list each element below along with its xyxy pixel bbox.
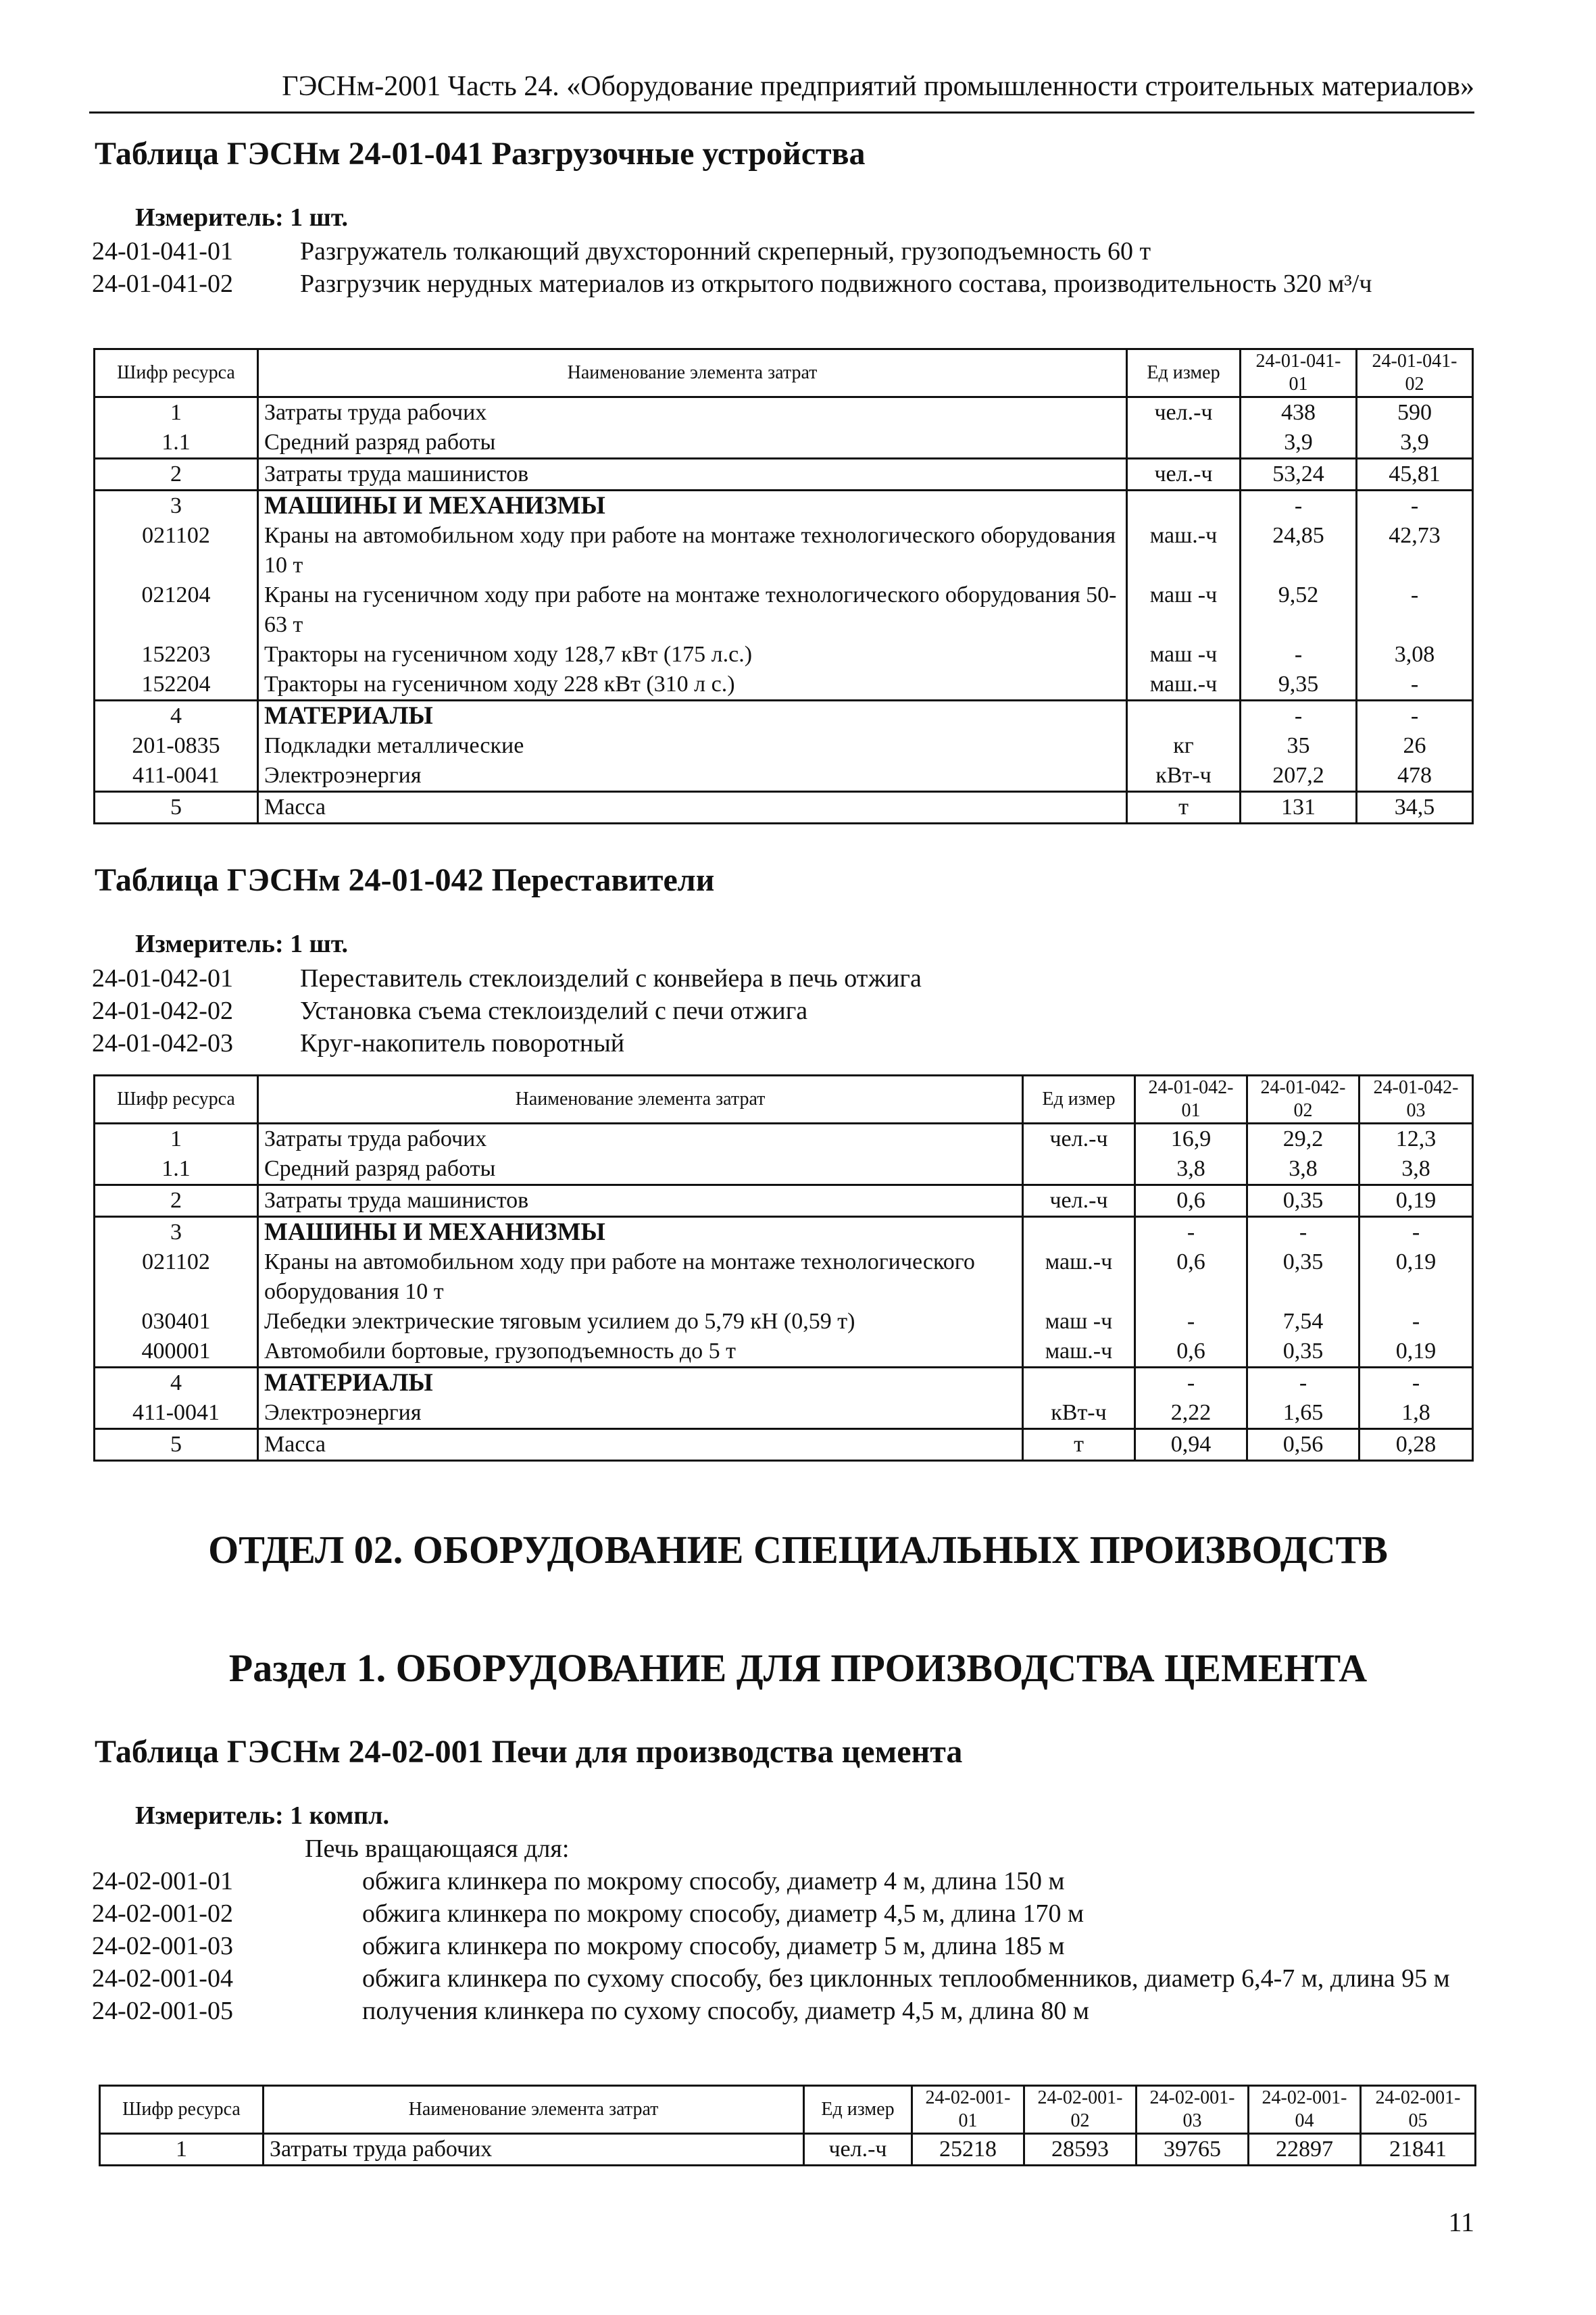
table-cell: 16,9 (1135, 1124, 1247, 1155)
table-cell: 3,8 (1135, 1154, 1247, 1185)
table-cell: 021102 (95, 521, 258, 580)
table-cell (1127, 428, 1241, 459)
table-cell: 0,6 (1135, 1247, 1247, 1307)
table-cell: 0,19 (1360, 1337, 1473, 1368)
table-cell: 207,2 (1241, 761, 1357, 792)
code-item: 24-02-001-02 обжига клинкера по мокрому способу, диаметр 4,5 м, длина 170 м (92, 1899, 1084, 1928)
table-cell: - (1357, 491, 1473, 522)
table-cell: маш -ч (1127, 640, 1241, 670)
table-cell: 438 (1241, 397, 1357, 428)
table-cell: 5 (95, 1429, 258, 1461)
column-header: Ед измер (804, 2086, 912, 2134)
table-cell: 5 (95, 792, 258, 824)
table-row (95, 1154, 1473, 1185)
table-row (95, 491, 1473, 522)
table-cell: МАТЕРИАЛЫ (258, 1368, 1023, 1399)
measure-line-2 (135, 929, 348, 959)
code-item: 24-01-041-01 Разгружатель толкающий двухсторонний скреперный, грузоподъемность 60 т (92, 237, 1151, 266)
table-cell: Тракторы на гусеничном ходу 228 кВт (310 л с.) (258, 670, 1127, 701)
table-cell: - (1241, 640, 1357, 670)
code-item: 24-02-001-03 обжига клинкера по мокрому способу, диаметр 5 м, длина 185 м (92, 1932, 1065, 1960)
table-cell: 0,35 (1247, 1337, 1360, 1368)
table-cell: Автомобили бортовые, грузоподъемность до 5 т (258, 1337, 1023, 1368)
code-item: 24-01-042-03 Круг-накопитель поворотный (92, 1029, 625, 1057)
table-cell: 1 (95, 1124, 258, 1155)
table-cell: - (1357, 701, 1473, 732)
table-cell: - (1357, 670, 1473, 701)
page-number: 11 (1448, 2207, 1474, 2237)
table-cell: 4 (95, 701, 258, 732)
code-item: 24-01-042-01 Переставитель стеклоизделий с конвейера в печь отжига (92, 964, 922, 993)
code-item: 24-02-001-04 обжига клинкера по сухому способу, без циклонных теплообменников, диаметр 6,4-7 м, длина 95 м (92, 1964, 1450, 1993)
table-cell: кВт-ч (1127, 761, 1241, 792)
table-cell: маш.-ч (1127, 670, 1241, 701)
table-cell: 131 (1241, 792, 1357, 824)
table-cell: т (1127, 792, 1241, 824)
subsection-heading: Раздел 1. ОБОРУДОВАНИЕ ДЛЯ ПРОИЗВОДСТВА ЦЕМЕНТА (228, 1646, 1368, 1690)
table-cell: МАШИНЫ И МЕХАНИЗМЫ (258, 1217, 1023, 1248)
table-cell: Подкладки металлические (258, 731, 1127, 761)
code-list-2 (92, 962, 1477, 1060)
table-cell: Средний разряд работы (258, 428, 1127, 459)
table-cell: 42,73 (1357, 521, 1473, 580)
table-cell: маш -ч (1127, 580, 1241, 640)
table-cell: чел.-ч (1023, 1185, 1135, 1217)
table-1 (93, 348, 1474, 824)
column-header: 24-02-001-05 (1361, 2086, 1476, 2134)
intro-text: Печь вращающаяся для: (305, 1835, 570, 1863)
table-row (95, 1337, 1473, 1368)
table-cell: 34,5 (1357, 792, 1473, 824)
table-cell: - (1135, 1217, 1247, 1248)
table-cell: 0,35 (1247, 1185, 1360, 1217)
column-header: Наименование элемента затрат (258, 1076, 1023, 1124)
table-header (95, 349, 1473, 397)
table-row (95, 1429, 1473, 1461)
table-cell: - (1247, 1368, 1360, 1399)
table-cell: 021204 (95, 580, 258, 640)
measure-label: Измеритель: (135, 203, 284, 232)
table-cell: 3 (95, 491, 258, 522)
table-title-2: Таблица ГЭСНм 24-01-042 Переставители (95, 862, 715, 898)
table-cell: маш.-ч (1023, 1247, 1135, 1307)
table-row (95, 397, 1473, 428)
table-cell: кВт-ч (1023, 1398, 1135, 1429)
table-cell: - (1135, 1368, 1247, 1399)
measure-label: Измеритель: (135, 930, 284, 958)
table-2 (93, 1074, 1474, 1462)
table-cell: 45,81 (1357, 459, 1473, 491)
table-cell: - (1360, 1307, 1473, 1337)
column-header: Шифр ресурса (95, 1076, 258, 1124)
table-cell: - (1241, 701, 1357, 732)
table-cell: 1,65 (1247, 1398, 1360, 1429)
table-cell: Электроэнергия (258, 1398, 1023, 1429)
table-row (95, 1185, 1473, 1217)
table-cell: чел.-ч (1127, 459, 1241, 491)
table-row (95, 1124, 1473, 1155)
measure-value: 1 компл. (290, 1801, 389, 1830)
table-cell (1023, 1217, 1135, 1248)
table-cell: 152203 (95, 640, 258, 670)
table-row (95, 761, 1473, 792)
table-row (100, 2134, 1476, 2166)
table-cell: 1 (95, 397, 258, 428)
table-cell: 3,9 (1357, 428, 1473, 459)
table-cell: 0,6 (1135, 1337, 1247, 1368)
table-row (95, 1307, 1473, 1337)
table-cell: 0,28 (1360, 1429, 1473, 1461)
table-cell: Краны на автомобильном ходу при работе на монтаже технологического оборудования 10 т (258, 1247, 1023, 1307)
table-3 (99, 2085, 1476, 2166)
column-header: 24-02-001-01 (912, 2086, 1024, 2134)
table-cell: т (1023, 1429, 1135, 1461)
table-cell: 411-0041 (95, 761, 258, 792)
column-header: 24-01-042-01 (1135, 1076, 1247, 1124)
column-header: Ед измер (1023, 1076, 1135, 1124)
table-cell: 3,08 (1357, 640, 1473, 670)
table-cell: 030401 (95, 1307, 258, 1337)
measure-value: 1 шт. (290, 203, 349, 232)
table-cell: Затраты труда рабочих (258, 1124, 1023, 1155)
table-cell: Масса (258, 792, 1127, 824)
table-cell: чел.-ч (1127, 397, 1241, 428)
table-cell: 9,52 (1241, 580, 1357, 640)
table-cell: 3,9 (1241, 428, 1357, 459)
table-cell: 0,19 (1360, 1247, 1473, 1307)
table-row (95, 731, 1473, 761)
table-cell: 7,54 (1247, 1307, 1360, 1337)
table-cell: Затраты труда рабочих (258, 397, 1127, 428)
table-cell: 3,8 (1360, 1154, 1473, 1185)
column-header: Шифр ресурса (95, 349, 258, 397)
table-cell: Затраты труда машинистов (258, 459, 1127, 491)
table-cell: 28593 (1024, 2134, 1137, 2166)
table-row (95, 428, 1473, 459)
table-cell: Масса (258, 1429, 1023, 1461)
code-item: 24-02-001-01 обжига клинкера по мокрому способу, диаметр 4 м, длина 150 м (92, 1867, 1065, 1895)
table-cell: Электроэнергия (258, 761, 1127, 792)
table-cell: МАШИНЫ И МЕХАНИЗМЫ (258, 491, 1127, 522)
column-header: Наименование элемента затрат (258, 349, 1127, 397)
table-cell: Затраты труда рабочих (264, 2134, 804, 2166)
table-row (95, 580, 1473, 640)
table-row (95, 1368, 1473, 1399)
table-cell: 1.1 (95, 428, 258, 459)
table-cell: чел.-ч (1023, 1124, 1135, 1155)
table-cell: 0,19 (1360, 1185, 1473, 1217)
table-cell: 12,3 (1360, 1124, 1473, 1155)
table-cell: - (1135, 1307, 1247, 1337)
table-cell: Краны на гусеничном ходу при работе на монтаже технологического оборудования 50-63 т (258, 580, 1127, 640)
table-row (95, 1217, 1473, 1248)
table-cell (1127, 491, 1241, 522)
column-header: 24-02-001-02 (1024, 2086, 1137, 2134)
table-cell: 411-0041 (95, 1398, 258, 1429)
column-header: Шифр ресурса (100, 2086, 264, 2134)
column-header: 24-02-001-03 (1137, 2086, 1249, 2134)
code-item: 24-01-042-02 Установка съема стеклоизделий с печи отжига (92, 997, 808, 1025)
table-row (95, 459, 1473, 491)
table-header (100, 2086, 1476, 2134)
table-cell: 201-0835 (95, 731, 258, 761)
table-cell: - (1360, 1368, 1473, 1399)
table-row (95, 670, 1473, 701)
table-cell: Затраты труда машинистов (258, 1185, 1023, 1217)
table-cell: 29,2 (1247, 1124, 1360, 1155)
measure-value: 1 шт. (290, 930, 349, 958)
table-cell: маш -ч (1023, 1307, 1135, 1337)
table-cell (1023, 1154, 1135, 1185)
table-cell: чел.-ч (804, 2134, 912, 2166)
column-header: Ед измер (1127, 349, 1241, 397)
column-header: 24-01-042-03 (1360, 1076, 1473, 1124)
table-title-3: Таблица ГЭСНм 24-02-001 Печи для производства цемента (95, 1734, 963, 1770)
table-row (95, 521, 1473, 580)
column-header: 24-01-041-01 (1241, 349, 1357, 397)
table-cell: 4 (95, 1368, 258, 1399)
table-cell: 3,8 (1247, 1154, 1360, 1185)
table-cell: 24,85 (1241, 521, 1357, 580)
table-cell: Средний разряд работы (258, 1154, 1023, 1185)
table-cell: 0,6 (1135, 1185, 1247, 1217)
table-cell: 1.1 (95, 1154, 258, 1185)
table-cell: маш.-ч (1023, 1337, 1135, 1368)
code-item: 24-01-041-02 Разгрузчик нерудных материалов из открытого подвижного состава, производительность 320 м³/ч (92, 270, 1372, 298)
table-row (95, 640, 1473, 670)
table-cell: 2 (95, 459, 258, 491)
table-cell (1127, 701, 1241, 732)
column-header: 24-01-042-02 (1247, 1076, 1360, 1124)
table-cell: 39765 (1137, 2134, 1249, 2166)
table-cell: 590 (1357, 397, 1473, 428)
measure-label: Измеритель: (135, 1801, 284, 1830)
table-cell: кг (1127, 731, 1241, 761)
code-list-1 (92, 235, 1477, 300)
table-row (95, 1398, 1473, 1429)
table-cell: 26 (1357, 731, 1473, 761)
table-header (95, 1076, 1473, 1124)
table-cell: - (1241, 491, 1357, 522)
table-cell: 478 (1357, 761, 1473, 792)
table-cell: 0,56 (1247, 1429, 1360, 1461)
table-cell: 35 (1241, 731, 1357, 761)
table-cell: 53,24 (1241, 459, 1357, 491)
column-header: Наименование элемента затрат (264, 2086, 804, 2134)
table-row (95, 1247, 1473, 1307)
table-cell: - (1360, 1217, 1473, 1248)
table-cell: 021102 (95, 1247, 258, 1307)
table-cell: 2,22 (1135, 1398, 1247, 1429)
table-cell: 25218 (912, 2134, 1024, 2166)
table-cell: Краны на автомобильном ходу при работе на монтаже технологического оборудования 10 т (258, 521, 1127, 580)
code-list-3 (92, 1833, 1477, 2027)
measure-line-1 (135, 203, 348, 232)
table-cell: 1 (100, 2134, 264, 2166)
table-cell: 9,35 (1241, 670, 1357, 701)
column-header: 24-01-041-02 (1357, 349, 1473, 397)
table-row (95, 792, 1473, 824)
table-cell: - (1357, 580, 1473, 640)
table-cell: Тракторы на гусеничном ходу 128,7 кВт (175 л.с.) (258, 640, 1127, 670)
table-cell: 1,8 (1360, 1398, 1473, 1429)
table-cell: Лебедки электрические тяговым усилием до 5,79 кН (0,59 т) (258, 1307, 1023, 1337)
table-cell: 21841 (1361, 2134, 1476, 2166)
table-row (95, 701, 1473, 732)
table-cell: МАТЕРИАЛЫ (258, 701, 1127, 732)
measure-line-3 (135, 1801, 389, 1831)
code-item: 24-02-001-05 получения клинкера по сухому способу, диаметр 4,5 м, длина 80 м (92, 1997, 1089, 2025)
table-cell: - (1247, 1217, 1360, 1248)
table-title-1: Таблица ГЭСНм 24-01-041 Разгрузочные устройства (95, 136, 866, 172)
page-header: ГЭСНм-2001 Часть 24. «Оборудование предприятий промышленности строительных материалов» (89, 66, 1474, 114)
table-cell: 2 (95, 1185, 258, 1217)
table-cell: 152204 (95, 670, 258, 701)
table-cell (1023, 1368, 1135, 1399)
table-cell: 3 (95, 1217, 258, 1248)
table-cell: 22897 (1249, 2134, 1361, 2166)
table-cell: 0,35 (1247, 1247, 1360, 1307)
table-cell: 400001 (95, 1337, 258, 1368)
table-cell: 0,94 (1135, 1429, 1247, 1461)
table-cell: маш.-ч (1127, 521, 1241, 580)
column-header: 24-02-001-04 (1249, 2086, 1361, 2134)
section-heading: ОТДЕЛ 02. ОБОРУДОВАНИЕ СПЕЦИАЛЬНЫХ ПРОИЗВОДСТВ (208, 1528, 1388, 1572)
